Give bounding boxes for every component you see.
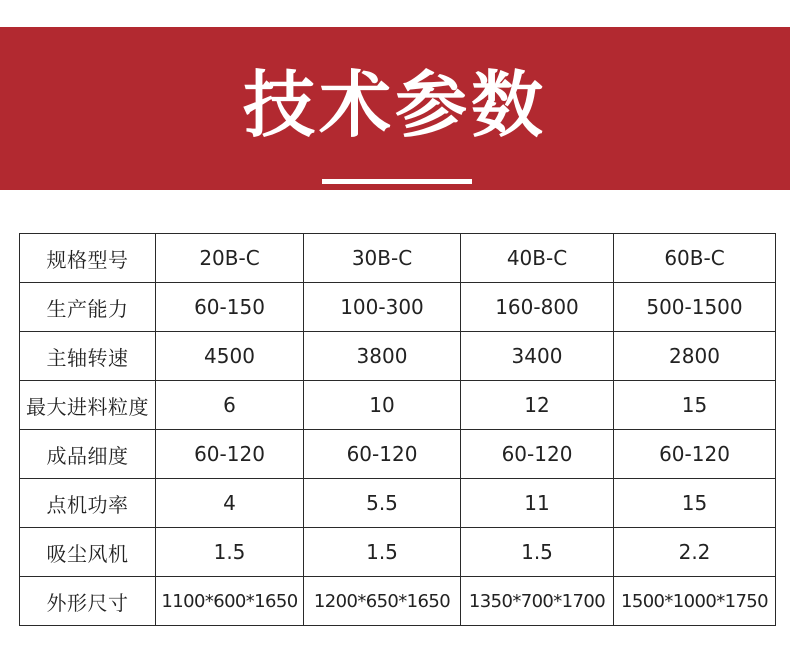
- table-cell: 1.5: [461, 528, 614, 577]
- table-cell: 1200*650*1650: [304, 577, 461, 626]
- table-cell: 15: [614, 381, 776, 430]
- table-cell: 60-150: [156, 283, 304, 332]
- row-label: 最大进料粒度: [20, 381, 156, 430]
- table-cell: 12: [461, 381, 614, 430]
- table-cell: 1500*1000*1750: [614, 577, 776, 626]
- table-cell: 3400: [461, 332, 614, 381]
- title-banner: [0, 27, 790, 190]
- title-underline: [322, 179, 472, 184]
- table-cell: 4: [156, 479, 304, 528]
- row-label: 成品细度: [20, 430, 156, 479]
- table-cell: 500-1500: [614, 283, 776, 332]
- row-label: 外形尺寸: [20, 577, 156, 626]
- table-cell: 1.5: [156, 528, 304, 577]
- table-header-cell: 40B-C: [461, 234, 614, 283]
- table-cell: 60-120: [304, 430, 461, 479]
- table-row: [20, 430, 776, 479]
- table-cell: 4500: [156, 332, 304, 381]
- table-cell: 160-800: [461, 283, 614, 332]
- table-cell: 60-120: [614, 430, 776, 479]
- table-cell: 60-120: [156, 430, 304, 479]
- table-cell: 1.5: [304, 528, 461, 577]
- table-cell: 3800: [304, 332, 461, 381]
- table-cell: 6: [156, 381, 304, 430]
- table-row: [20, 283, 776, 332]
- row-label: 主轴转速: [20, 332, 156, 381]
- table-cell: 2.2: [614, 528, 776, 577]
- table-row: [20, 528, 776, 577]
- table-header-row: [20, 234, 776, 283]
- page-title: 技术参数: [242, 63, 547, 147]
- table-row: [20, 479, 776, 528]
- table-cell: 2800: [614, 332, 776, 381]
- table-cell: 15: [614, 479, 776, 528]
- table-cell: 1100*600*1650: [156, 577, 304, 626]
- table-header-cell: 规格型号: [20, 234, 156, 283]
- table-cell: 100-300: [304, 283, 461, 332]
- spec-table: [19, 233, 776, 626]
- table-row: [20, 332, 776, 381]
- table-header-cell: 30B-C: [304, 234, 461, 283]
- table-cell: 5.5: [304, 479, 461, 528]
- table-header-cell: 60B-C: [614, 234, 776, 283]
- table-row: [20, 381, 776, 430]
- table-header-cell: 20B-C: [156, 234, 304, 283]
- table-cell: 1350*700*1700: [461, 577, 614, 626]
- row-label: 生产能力: [20, 283, 156, 332]
- table-row: [20, 577, 776, 626]
- row-label: 点机功率: [20, 479, 156, 528]
- table-cell: 10: [304, 381, 461, 430]
- row-label: 吸尘风机: [20, 528, 156, 577]
- table-cell: 11: [461, 479, 614, 528]
- table-cell: 60-120: [461, 430, 614, 479]
